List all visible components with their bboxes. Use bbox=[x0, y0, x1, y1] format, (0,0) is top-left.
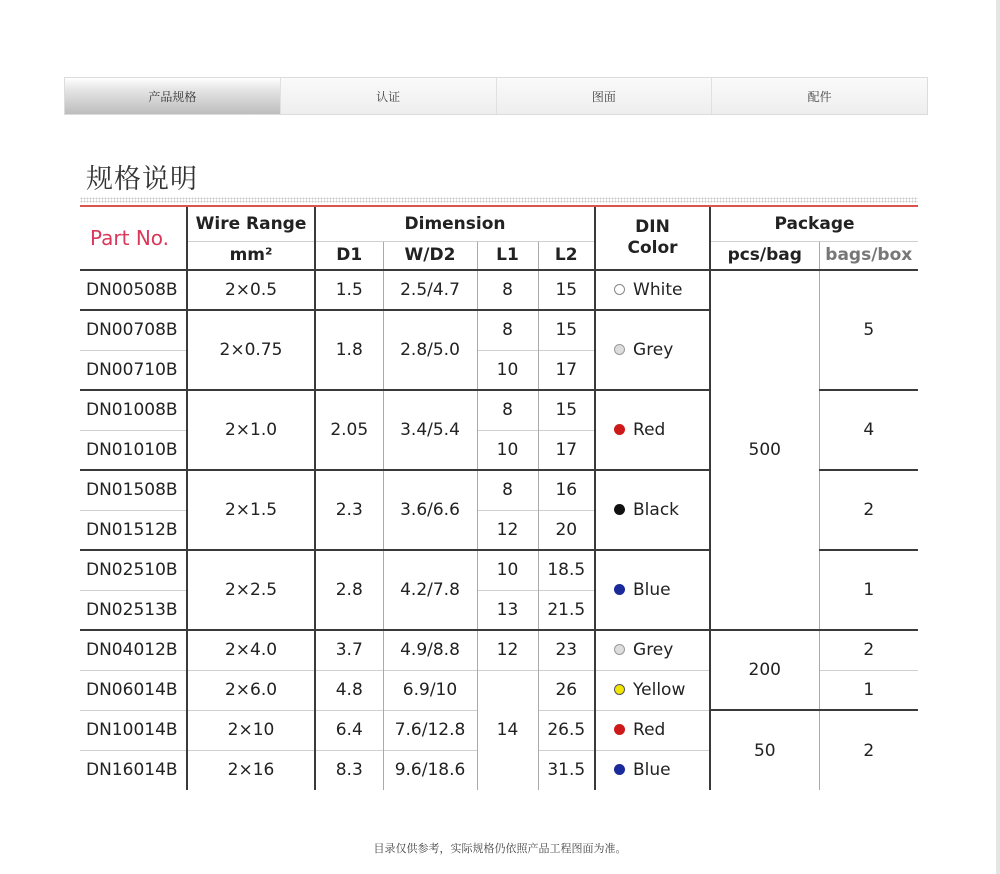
part-number: DN00708B bbox=[80, 310, 187, 350]
wire-range: 2×6.0 bbox=[187, 670, 315, 710]
wire-range: 2×1.5 bbox=[187, 470, 315, 550]
color-swatch bbox=[614, 344, 625, 355]
d1-header: D1 bbox=[315, 241, 383, 270]
l2-value: 21.5 bbox=[538, 590, 595, 630]
color-name: Grey bbox=[633, 340, 674, 360]
din-color bbox=[595, 750, 710, 790]
color-name: Black bbox=[633, 500, 680, 520]
wire-range: 2×0.75 bbox=[187, 310, 315, 390]
color-swatch bbox=[614, 644, 625, 655]
din-color-header bbox=[595, 207, 710, 270]
l1-value: 14 bbox=[477, 670, 538, 790]
d1-value: 2.8 bbox=[315, 550, 383, 630]
part-no-header: Part No. bbox=[90, 226, 170, 250]
l1-value: 10 bbox=[477, 550, 538, 590]
l1-value: 10 bbox=[477, 430, 538, 470]
wd2-value: 9.6/18.6 bbox=[383, 750, 477, 790]
dotted-divider bbox=[80, 197, 918, 203]
color-swatch bbox=[614, 504, 625, 515]
wire-range: 2×0.5 bbox=[187, 270, 315, 310]
wire-range: 2×2.5 bbox=[187, 550, 315, 630]
din-color bbox=[595, 310, 710, 390]
l2-value: 31.5 bbox=[538, 750, 595, 790]
l2-value: 15 bbox=[538, 310, 595, 350]
din-color bbox=[595, 630, 710, 670]
part-number: DN00710B bbox=[80, 350, 187, 390]
tab-accessories[interactable]: 配件 bbox=[711, 78, 927, 114]
din-color bbox=[595, 710, 710, 750]
l1-value: 13 bbox=[477, 590, 538, 630]
l2-value: 26 bbox=[538, 670, 595, 710]
footer-note: 目录仅供参考，实际规格仍依照产品工程图面为准。 bbox=[373, 842, 627, 855]
pcs-per-bag: 50 bbox=[710, 710, 819, 790]
part-number: DN00508B bbox=[80, 270, 187, 310]
wire-range: 2×10 bbox=[187, 710, 315, 750]
l1-header: L1 bbox=[477, 241, 538, 270]
dimension-header: Dimension bbox=[315, 207, 595, 241]
wd2-value: 6.9/10 bbox=[383, 670, 477, 710]
color-name: Blue bbox=[633, 760, 671, 781]
l2-value: 26.5 bbox=[538, 710, 595, 750]
l2-value: 17 bbox=[538, 350, 595, 390]
pcs-per-bag: 500 bbox=[710, 270, 819, 630]
bags-per-box: 1 bbox=[819, 670, 918, 710]
part-number: DN06014B bbox=[80, 670, 187, 710]
bags-per-box: 2 bbox=[819, 710, 918, 790]
d1-value: 2.05 bbox=[315, 390, 383, 470]
package-header: Package bbox=[710, 207, 918, 241]
part-number: DN10014B bbox=[80, 710, 187, 750]
color-name: Red bbox=[633, 420, 666, 440]
color-swatch bbox=[614, 684, 625, 695]
l1-value: 8 bbox=[477, 310, 538, 350]
l2-value: 15 bbox=[538, 270, 595, 310]
bags-per-box: 5 bbox=[819, 270, 918, 390]
color-swatch bbox=[614, 724, 625, 735]
spec-table bbox=[80, 207, 918, 790]
l1-value: 8 bbox=[477, 270, 538, 310]
part-number: DN16014B bbox=[80, 750, 187, 790]
color-name: Blue bbox=[633, 580, 671, 600]
d1-value: 6.4 bbox=[315, 710, 383, 750]
l1-value: 10 bbox=[477, 350, 538, 390]
din-color bbox=[595, 270, 710, 310]
bags-box-header: bags/box bbox=[819, 241, 918, 270]
part-number: DN01508B bbox=[80, 470, 187, 510]
tab-bar bbox=[64, 77, 928, 115]
d1-value: 2.3 bbox=[315, 470, 383, 550]
din-color bbox=[595, 470, 710, 550]
bags-per-box: 1 bbox=[819, 550, 918, 630]
din-color bbox=[595, 550, 710, 630]
wd2-value: 4.2/7.8 bbox=[383, 550, 477, 630]
l1-value: 8 bbox=[477, 470, 538, 510]
din-label: DIN bbox=[635, 217, 670, 237]
color-label: Color bbox=[627, 238, 678, 258]
wd2-value: 2.8/5.0 bbox=[383, 310, 477, 390]
color-name: Red bbox=[633, 720, 666, 740]
d1-value: 1.8 bbox=[315, 310, 383, 390]
wd2-header: W/D2 bbox=[383, 241, 477, 270]
wd2-value: 3.4/5.4 bbox=[383, 390, 477, 470]
tab-certification[interactable]: 认证 bbox=[280, 78, 496, 114]
part-number: DN04012B bbox=[80, 630, 187, 670]
wire-range: 2×1.0 bbox=[187, 390, 315, 470]
l2-value: 23 bbox=[538, 630, 595, 670]
d1-value: 3.7 bbox=[315, 630, 383, 670]
bags-per-box: 4 bbox=[819, 390, 918, 470]
l1-value: 12 bbox=[477, 630, 538, 670]
part-number: DN02513B bbox=[80, 590, 187, 630]
color-swatch bbox=[614, 584, 625, 595]
color-swatch bbox=[614, 424, 625, 435]
color-name: White bbox=[633, 280, 683, 300]
page-edge bbox=[996, 0, 1000, 874]
wire-range: 2×4.0 bbox=[187, 630, 315, 670]
wd2-value: 3.6/6.6 bbox=[383, 470, 477, 550]
color-name: Yellow bbox=[633, 680, 686, 700]
l1-value: 12 bbox=[477, 510, 538, 550]
part-number: DN01010B bbox=[80, 430, 187, 470]
d1-value: 4.8 bbox=[315, 670, 383, 710]
d1-value: 1.5 bbox=[315, 270, 383, 310]
part-number: DN02510B bbox=[80, 550, 187, 590]
table-row bbox=[80, 630, 918, 670]
l2-value: 16 bbox=[538, 470, 595, 510]
d1-value: 8.3 bbox=[315, 750, 383, 790]
l2-value: 20 bbox=[538, 510, 595, 550]
section-title: 规格说明 bbox=[86, 164, 198, 195]
bags-per-box: 2 bbox=[819, 470, 918, 550]
din-color bbox=[595, 390, 710, 470]
pcs-bag-header: pcs/bag bbox=[710, 241, 819, 270]
wd2-value: 7.6/12.8 bbox=[383, 710, 477, 750]
color-name: Grey bbox=[633, 640, 674, 661]
wd2-value: 4.9/8.8 bbox=[383, 630, 477, 670]
tab-specs[interactable]: 产品规格 bbox=[65, 78, 280, 114]
l2-value: 18.5 bbox=[538, 550, 595, 590]
pcs-per-bag: 200 bbox=[710, 630, 819, 710]
l2-value: 17 bbox=[538, 430, 595, 470]
l1-value: 8 bbox=[477, 390, 538, 430]
l2-header: L2 bbox=[538, 241, 595, 270]
wire-range-header: Wire Range bbox=[187, 207, 315, 241]
part-number: DN01512B bbox=[80, 510, 187, 550]
din-color bbox=[595, 670, 710, 710]
part-number: DN01008B bbox=[80, 390, 187, 430]
wd2-value: 2.5/4.7 bbox=[383, 270, 477, 310]
header-row-2 bbox=[80, 241, 918, 270]
color-swatch bbox=[614, 764, 625, 775]
tab-drawing[interactable]: 图面 bbox=[496, 78, 712, 114]
wire-range: 2×16 bbox=[187, 750, 315, 790]
header-row-1 bbox=[80, 207, 918, 241]
color-swatch bbox=[614, 284, 625, 295]
l2-value: 15 bbox=[538, 390, 595, 430]
bags-per-box: 2 bbox=[819, 630, 918, 670]
table-row bbox=[80, 270, 918, 310]
mm2-header: mm² bbox=[187, 241, 315, 270]
